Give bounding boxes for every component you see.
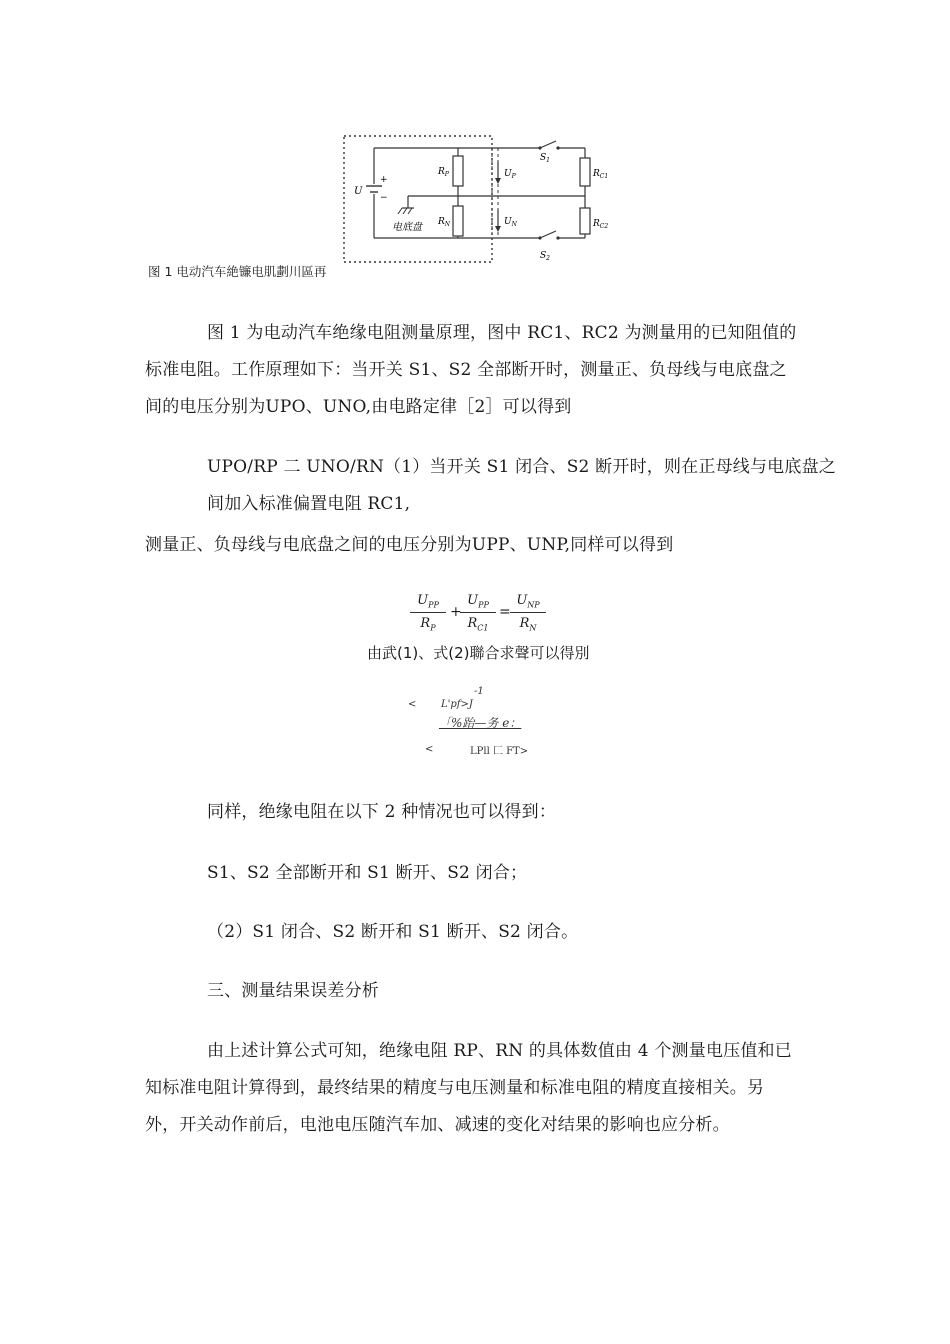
fraction-upp-rp: $U_{PP}$ $R_P$ [410, 592, 446, 633]
label-rn: $R_N$ [438, 217, 451, 228]
switch-s2-blade [540, 231, 556, 238]
equals-sign: = [499, 604, 511, 620]
garbled-line-2: 「%跆—务 e： [439, 716, 522, 730]
paragraph-4-line-3: 外，开关动作前后，电池电压随汽车加、减速的变化对结果的影响也应分析。 [145, 1115, 730, 1135]
paragraph-1-line-2: 标准电阻。工作原理如下：当开关 S1、S2 全部断开时，测量正、负母线与电底盘之 [145, 360, 787, 380]
figure-caption: 图 1 电动汽车絶镰电肌劃川區再 [148, 264, 327, 279]
formula-caption: 由武(1)、式(2)聯合求聲可以得別 [367, 644, 590, 662]
ground-hatch-3 [403, 208, 407, 214]
paragraph-4-line-1: 由上述计算公式可知，绝缘电阻 RP、RN 的具体数值由 4 个测量电压值和已 [207, 1041, 792, 1061]
garbled-line-3-lt: < [425, 744, 434, 755]
switch-s1-blade [540, 141, 556, 148]
case-1-line: S1、S2 全部断开和 S1 断开、S2 闭合； [207, 863, 528, 883]
label-up: $U_P$ [504, 169, 516, 180]
label-rc1: $R_{C1}$ [593, 169, 609, 180]
ground-hatch-2 [398, 208, 402, 214]
garbled-line-1-lt: < [408, 699, 417, 710]
battery-plus: + [380, 175, 388, 185]
battery-box-dotted [344, 136, 492, 262]
paragraph-2-line-2: 间加入标准偏置电阻 RC1, [207, 494, 411, 514]
plus-sign: + [450, 604, 462, 620]
label-rc2: $R_{C2}$ [593, 219, 609, 230]
resistor-rc2 [580, 208, 590, 234]
label-s1: $S_1$ [540, 153, 550, 164]
up-arrow-head [495, 178, 501, 184]
resistor-rc1 [580, 158, 590, 186]
paragraph-1-line-3: 间的电压分别为UPO、UNO,由电路定律［2］可以得到 [145, 397, 572, 417]
label-s2: $S_2$ [540, 251, 550, 262]
ground-hatch-4 [408, 208, 412, 214]
un-arrow-head [495, 226, 501, 232]
resistor-rp [453, 156, 463, 186]
switch-s2-node-right [556, 236, 559, 239]
paragraph-2-line-1: UPO/RP 二 UNO/RN（1）当开关 S1 闭合、S2 断开时，则在正母线与电底盘之 [207, 457, 836, 477]
section-heading-3: 三、测量结果误差分析 [207, 981, 379, 1001]
label-chassis: 电底盘 [392, 222, 422, 233]
garbled-line-1: L'pf>J [441, 699, 473, 710]
garbled-exponent: -1 [474, 686, 484, 697]
label-u: U [354, 186, 363, 197]
case-2-line: （2）S1 闭合、S2 断开和 S1 断开、S2 闭合。 [207, 922, 579, 942]
label-un: $U_N$ [504, 217, 517, 228]
fraction-upp-rc1: $U_{PP}$ $R_{C1}$ [460, 592, 496, 633]
paragraph-4-line-2: 知标准电阻计算得到，最终结果的精度与电压测量和标准电阻的精度直接相关。另 [145, 1078, 765, 1098]
paragraph-1-line-1: 图 1 为电动汽车绝缘电阻测量原理，图中 RC1、RC2 为测量用的已知阻值的 [207, 323, 797, 343]
resistor-rn [453, 206, 463, 236]
garbled-line-3: LPll 匚 FT> [470, 746, 529, 757]
label-rp: $R_P$ [438, 167, 449, 178]
battery-minus: − [380, 193, 388, 203]
switch-s1-node-right [556, 146, 559, 149]
circuit-diagram [340, 130, 620, 270]
same-line: 同样，绝缘电阻在以下 2 种情况也可以得到： [207, 802, 557, 822]
fraction-unp-rn: $U_{NP}$ $R_N$ [510, 592, 546, 633]
paragraph-3-line-1: 测量正、负母线与电底盘之间的电压分别为UPP、UNP,同样可以得到 [145, 535, 674, 555]
